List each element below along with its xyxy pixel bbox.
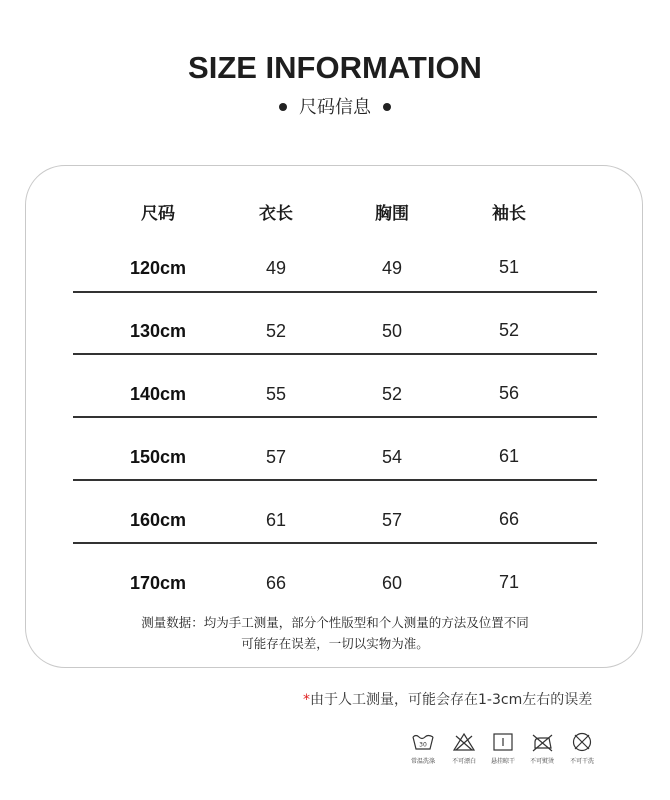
table-cell-size: 140cm (129, 384, 187, 404)
table-cell-length: 61 (265, 510, 287, 530)
page-title: SIZE INFORMATION (188, 50, 482, 85)
no-dry-clean-icon (570, 732, 594, 752)
care-label: 不可干洗 (569, 758, 594, 765)
care-item-wash (400, 732, 446, 765)
measurement-note-line2: 可能存在误差，一切以实物为准。 (241, 636, 429, 651)
table-cell-size: 170cm (129, 573, 187, 593)
table-cell-sleeve: 51 (498, 257, 520, 277)
no-bleach-icon (452, 732, 476, 752)
care-label: 悬挂晾干 (490, 758, 515, 765)
bullet-dot-icon (383, 103, 391, 111)
asterisk-icon: * (303, 692, 310, 708)
subtitle-text: 尺码信息 (299, 97, 371, 118)
page-subtitle (0, 93, 670, 119)
error-warning (303, 689, 592, 709)
table-cell-sleeve: 71 (498, 572, 520, 592)
care-item-dryclean (559, 732, 605, 765)
row-divider (73, 479, 597, 481)
column-header-chest: 胸围 (375, 204, 409, 224)
table-cell-sleeve: 52 (498, 320, 520, 340)
column-header-size: 尺码 (141, 204, 175, 224)
table-cell-chest: 50 (381, 321, 403, 341)
table-cell-length: 55 (265, 384, 287, 404)
table-cell-chest: 49 (381, 258, 403, 278)
table-cell-sleeve: 66 (498, 509, 520, 529)
table-cell-chest: 52 (381, 384, 403, 404)
table-cell-length: 57 (265, 447, 287, 467)
column-header-length: 衣长 (259, 204, 293, 224)
table-cell-sleeve: 56 (498, 383, 520, 403)
bullet-dot-icon (279, 103, 287, 111)
table-cell-size: 120cm (129, 258, 187, 278)
table-cell-size: 150cm (129, 447, 187, 467)
no-iron-icon (530, 732, 554, 752)
row-divider (73, 542, 597, 544)
care-label: 常温洗涤 (410, 758, 435, 765)
row-divider (73, 416, 597, 418)
table-cell-size: 160cm (129, 510, 187, 530)
hang-dry-icon (491, 732, 515, 752)
row-divider (73, 291, 597, 293)
table-cell-chest: 54 (381, 447, 403, 467)
wash-30-icon (411, 732, 435, 752)
column-header-sleeve: 袖长 (492, 204, 526, 224)
care-label: 不可熨烫 (529, 758, 554, 765)
table-cell-length: 66 (265, 573, 287, 593)
table-cell-chest: 60 (381, 573, 403, 593)
measurement-note-line1: 测量数据：均为手工测量，部分个性版型和个人测量的方法及位置不同 (141, 615, 529, 630)
table-cell-chest: 57 (381, 510, 403, 530)
table-cell-length: 52 (265, 321, 287, 341)
table-cell-sleeve: 61 (498, 446, 520, 466)
row-divider (73, 353, 597, 355)
wash-temperature: 30 (419, 741, 427, 749)
care-label: 不可漂白 (451, 758, 476, 765)
table-cell-length: 49 (265, 258, 287, 278)
table-cell-size: 130cm (129, 321, 187, 341)
warning-text: 由于人工测量，可能会存在1-3cm左右的误差 (310, 692, 593, 708)
